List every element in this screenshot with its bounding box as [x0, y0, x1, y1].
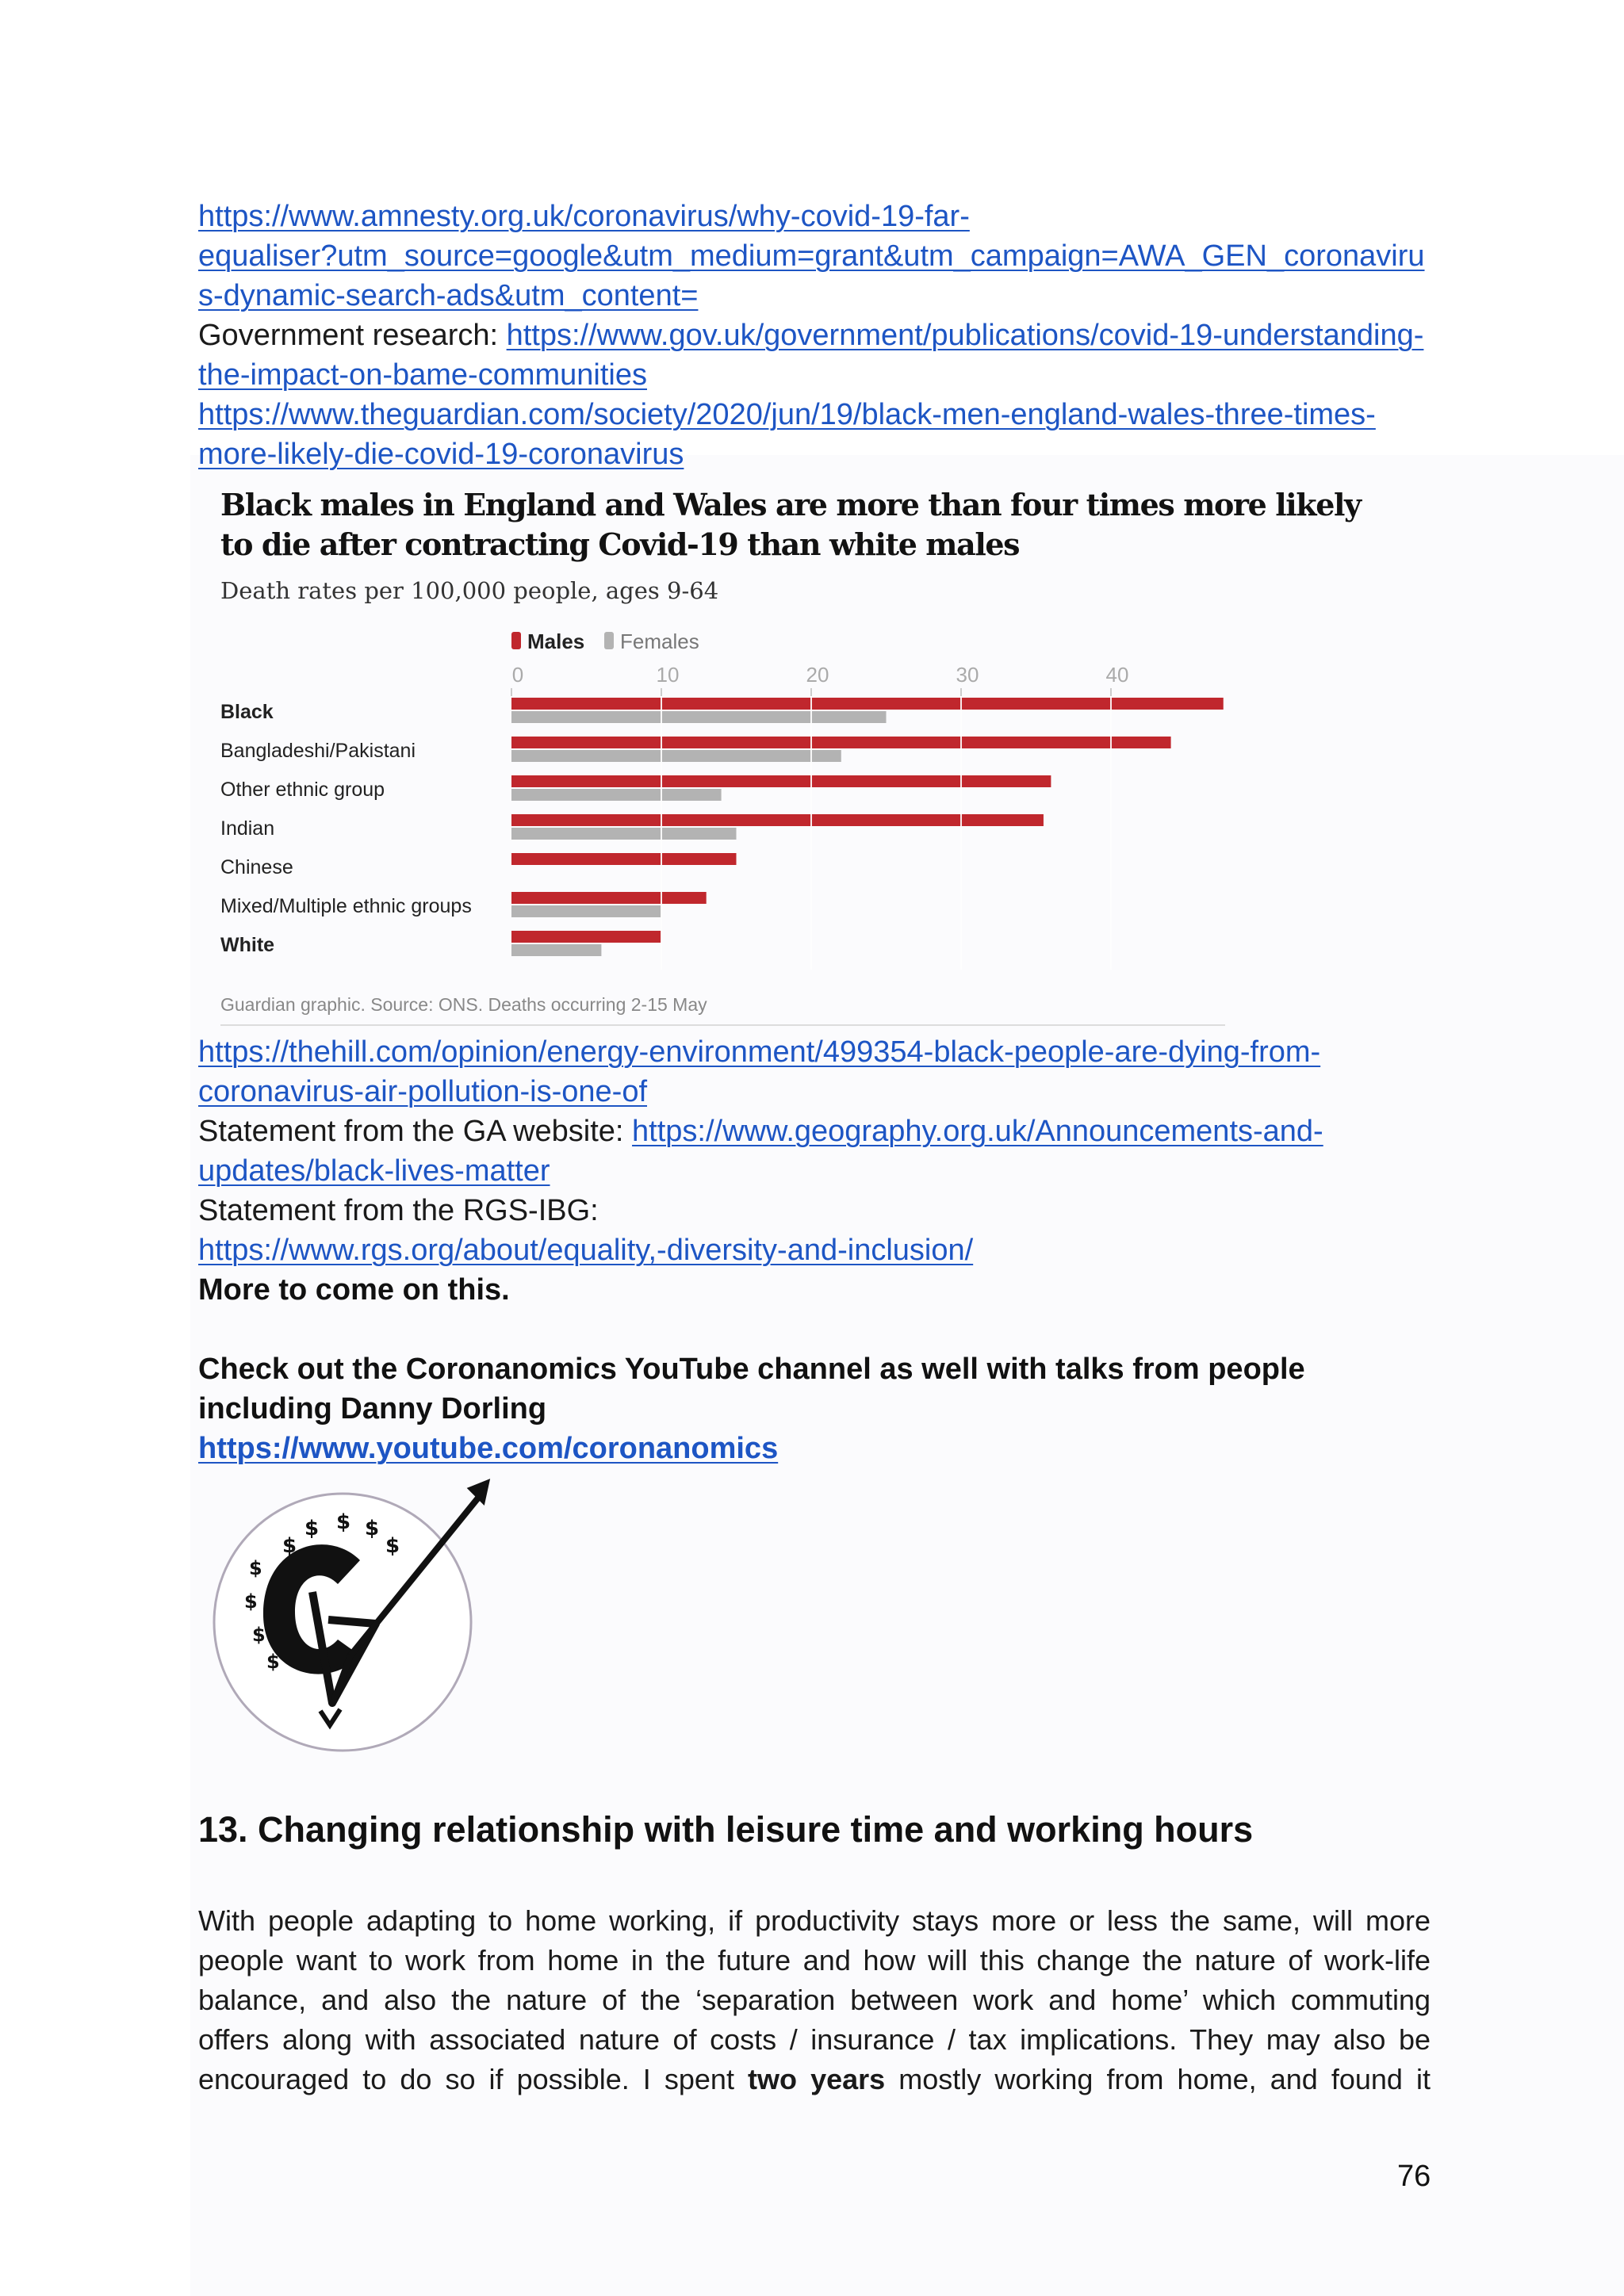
bar-males	[511, 931, 661, 943]
bar-females	[511, 789, 722, 801]
youtube-link[interactable]: https://www.youtube.com/coronanomics	[198, 1432, 779, 1465]
bar-males	[511, 775, 1051, 787]
dollar-icon: $	[304, 1517, 320, 1540]
reference-line	[198, 1230, 973, 1270]
bar-males	[511, 814, 1044, 826]
bar-females	[511, 828, 737, 840]
x-tick-label: 40	[1105, 663, 1129, 687]
reference-label: Government research:	[198, 319, 507, 352]
dollar-icon: $	[365, 1517, 380, 1540]
amnesty-link[interactable]: https://www.amnesty.org.uk/coronavirus/why-covid-19-far-	[198, 200, 970, 233]
dollar-icon: $	[385, 1534, 400, 1558]
bar-females	[511, 944, 601, 956]
paragraph-line: With people adapting to home working, if productivity stays more or less the same, will more	[198, 1904, 1431, 1937]
dollar-icon: $	[249, 1557, 262, 1579]
chart-title-line: Black males in England and Wales are more than four times more likely	[220, 487, 1361, 522]
dollar-icon: $	[282, 1534, 297, 1558]
gov-uk-link[interactable]: https://www.gov.uk/government/publications/covid-19-understanding-	[506, 319, 1424, 352]
x-tick-label: 10	[656, 663, 680, 687]
bar-males	[511, 853, 737, 865]
reference-label: Statement from the GA website:	[198, 1115, 633, 1148]
emphasis-two-years: two years	[748, 2063, 886, 2095]
category-label: Bangladeshi/Pakistani	[220, 740, 416, 762]
thehill-link[interactable]: https://thehill.com/opinion/energy-environment/499354-black-people-are-dying-from-	[198, 1035, 1321, 1069]
thehill-link[interactable]: coronavirus-air-pollution-is-one-of	[198, 1075, 648, 1108]
bar-males	[511, 698, 1224, 710]
youtube-link-line	[198, 1429, 778, 1468]
reference-line	[198, 1151, 550, 1191]
reference-line	[198, 1191, 599, 1230]
legend-label: Females	[620, 629, 699, 653]
bar-females	[511, 711, 887, 723]
bar-females	[511, 905, 661, 917]
paragraph-line: balance, and also the nature of the ‘separation between work and home’ which commuting	[198, 1984, 1431, 2016]
legend-swatch	[511, 632, 521, 649]
gov-uk-link[interactable]: the-impact-on-bame-communities	[198, 358, 647, 392]
dollar-icon: $	[336, 1510, 351, 1534]
paragraph-line: people want to work from home in the future and how will this change the nature of work-life	[198, 1944, 1431, 1976]
reference-line	[198, 1112, 1323, 1151]
bar-males	[511, 892, 707, 904]
youtube-promo-text: including Danny Dorling	[198, 1392, 547, 1425]
chart-source: Guardian graphic. Source: ONS. Deaths occurring 2-15 May	[220, 994, 707, 1015]
dollar-icon: $	[244, 1590, 258, 1613]
geography-org-link[interactable]: https://www.geography.org.uk/Announcements-and-	[632, 1115, 1323, 1148]
amnesty-link[interactable]: s-dynamic-search-ads&utm_content=	[198, 279, 699, 312]
amnesty-link[interactable]: equaliser?utm_source=google&utm_medium=grant&utm_campaign=AWA_GEN_coronaviru	[198, 239, 1425, 273]
youtube-promo-text: Check out the Coronanomics YouTube channel as well with talks from people	[198, 1353, 1305, 1386]
chart-title-line: to die after contracting Covid-19 than white males	[220, 526, 1020, 562]
geography-org-link[interactable]: updates/black-lives-matter	[198, 1154, 550, 1188]
dollar-icon: $	[266, 1651, 280, 1673]
legend-label: Males	[527, 629, 585, 653]
legend-swatch	[604, 632, 614, 649]
paragraph-line: offers along with associated nature of costs / insurance / tax implications. They may also be	[198, 2023, 1431, 2056]
section-heading: 13. Changing relationship with leisure time and working hours	[198, 1809, 1254, 1850]
category-label: Indian	[220, 817, 275, 840]
page-number: 76	[1397, 2160, 1431, 2193]
category-label: Mixed/Multiple ethnic groups	[220, 895, 472, 917]
x-tick-label: 20	[806, 663, 829, 687]
x-tick-label: 30	[956, 663, 979, 687]
category-label: Chinese	[220, 856, 293, 878]
x-tick-label: 0	[511, 663, 524, 687]
bar-males	[511, 737, 1171, 748]
reference-label: Statement from the RGS-IBG:	[198, 1194, 599, 1227]
category-label: White	[220, 934, 275, 956]
bar-females	[511, 750, 841, 762]
more-to-come-text: More to come on this.	[198, 1273, 510, 1307]
guardian-link[interactable]: more-likely-die-covid-19-coronavirus	[198, 438, 684, 471]
rgs-link[interactable]: https://www.rgs.org/about/equality,-diversity-and-inclusion/	[198, 1234, 974, 1267]
chart-subtitle: Death rates per 100,000 people, ages 9-64	[220, 577, 719, 604]
category-label: Black	[220, 701, 274, 723]
reference-line	[198, 1072, 647, 1112]
guardian-link[interactable]: https://www.theguardian.com/society/2020/jun/19/black-men-england-wales-three-times-	[198, 398, 1376, 431]
paragraph-line: encouraged to do so if possible. I spent two years mostly working from home, and found it	[198, 2063, 1431, 2095]
reference-line	[198, 1032, 1320, 1072]
coronanomics-logo	[209, 1473, 495, 1758]
category-label: Other ethnic group	[220, 779, 385, 801]
dollar-icon: $	[252, 1624, 266, 1646]
